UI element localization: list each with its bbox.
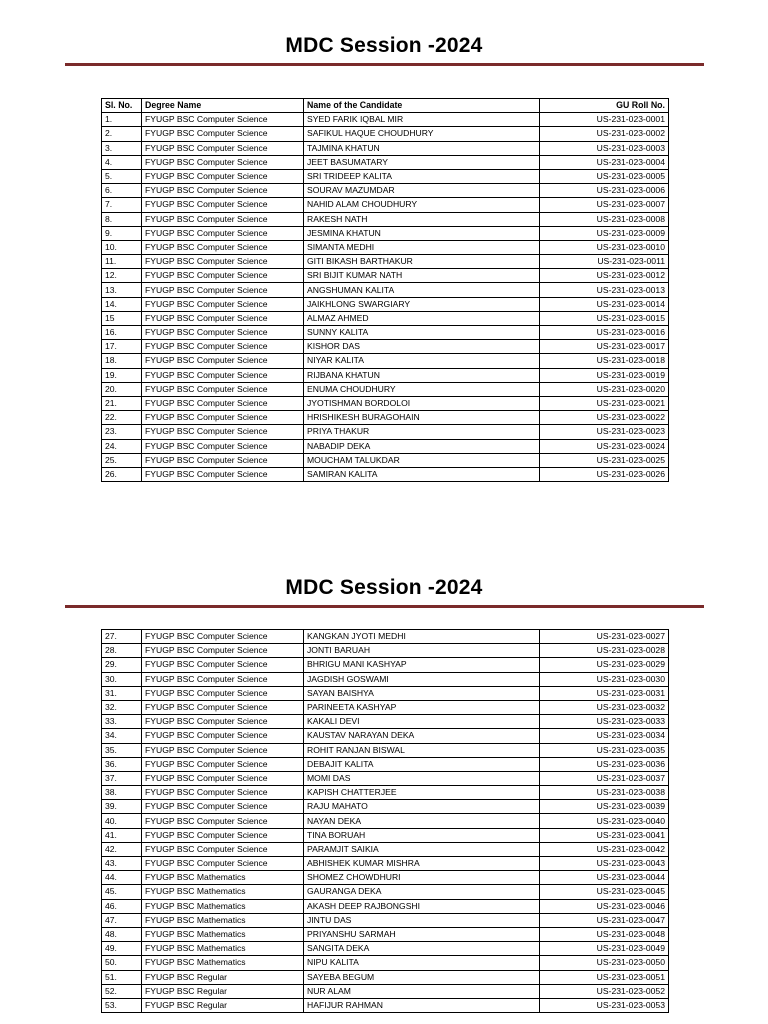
table-row (102, 340, 669, 354)
cell-degree-name: FYUGP BSC Mathematics (142, 942, 304, 956)
cell-gu-roll-no: US-231-023-0006 (540, 184, 669, 198)
cell-degree-name: FYUGP BSC Computer Science (142, 828, 304, 842)
cell-degree-name: FYUGP BSC Computer Science (142, 771, 304, 785)
cell-candidate-name: BHRIGU MANI KASHYAP (304, 658, 540, 672)
cell-degree-name: FYUGP BSC Computer Science (142, 630, 304, 644)
cell-degree-name: FYUGP BSC Regular (142, 998, 304, 1012)
cell-sl-no: 4. (102, 155, 142, 169)
cell-gu-roll-no: US-231-023-0049 (540, 942, 669, 956)
cell-sl-no: 48. (102, 927, 142, 941)
cell-candidate-name: SRI BIJIT KUMAR NATH (304, 269, 540, 283)
cell-candidate-name: SUNNY KALITA (304, 326, 540, 340)
table-row (102, 700, 669, 714)
cell-candidate-name: SAFIKUL HAQUE CHOUDHURY (304, 127, 540, 141)
cell-gu-roll-no: US-231-023-0026 (540, 467, 669, 481)
cell-gu-roll-no: US-231-023-0031 (540, 686, 669, 700)
cell-sl-no: 6. (102, 184, 142, 198)
cell-degree-name: FYUGP BSC Computer Science (142, 453, 304, 467)
cell-candidate-name: ALMAZ AHMED (304, 311, 540, 325)
table-body (102, 630, 669, 1013)
table-row (102, 198, 669, 212)
cell-degree-name: FYUGP BSC Computer Science (142, 814, 304, 828)
cell-gu-roll-no: US-231-023-0007 (540, 198, 669, 212)
table-row (102, 311, 669, 325)
cell-sl-no: 38. (102, 786, 142, 800)
cell-gu-roll-no: US-231-023-0045 (540, 885, 669, 899)
table-row (102, 467, 669, 481)
cell-degree-name: FYUGP BSC Computer Science (142, 644, 304, 658)
cell-candidate-name: NABADIP DEKA (304, 439, 540, 453)
cell-sl-no: 36. (102, 757, 142, 771)
cell-gu-roll-no: US-231-023-0032 (540, 700, 669, 714)
cell-candidate-name: SHOMEZ CHOWDHURI (304, 871, 540, 885)
cell-sl-no: 12. (102, 269, 142, 283)
cell-candidate-name: GITI BIKASH BARTHAKUR (304, 255, 540, 269)
cell-degree-name: FYUGP BSC Computer Science (142, 169, 304, 183)
cell-sl-no: 22. (102, 411, 142, 425)
cell-gu-roll-no: US-231-023-0004 (540, 155, 669, 169)
cell-sl-no: 27. (102, 630, 142, 644)
table-row (102, 354, 669, 368)
cell-gu-roll-no: US-231-023-0037 (540, 771, 669, 785)
cell-sl-no: 10. (102, 240, 142, 254)
cell-gu-roll-no: US-231-023-0018 (540, 354, 669, 368)
cell-candidate-name: JEET BASUMATARY (304, 155, 540, 169)
cell-degree-name: FYUGP BSC Computer Science (142, 340, 304, 354)
candidate-table (101, 629, 669, 1013)
cell-sl-no: 53. (102, 998, 142, 1012)
cell-degree-name: FYUGP BSC Computer Science (142, 297, 304, 311)
cell-gu-roll-no: US-231-023-0038 (540, 786, 669, 800)
cell-candidate-name: GAURANGA DEKA (304, 885, 540, 899)
table-row (102, 729, 669, 743)
cell-sl-no: 42. (102, 842, 142, 856)
table-row (102, 368, 669, 382)
table-row (102, 885, 669, 899)
cell-degree-name: FYUGP BSC Mathematics (142, 927, 304, 941)
table-row (102, 212, 669, 226)
cell-degree-name: FYUGP BSC Computer Science (142, 212, 304, 226)
cell-sl-no: 3. (102, 141, 142, 155)
table-row (102, 899, 669, 913)
table-row (102, 382, 669, 396)
cell-gu-roll-no: US-231-023-0015 (540, 311, 669, 325)
cell-degree-name: FYUGP BSC Computer Science (142, 467, 304, 481)
cell-sl-no: 7. (102, 198, 142, 212)
table-row (102, 771, 669, 785)
cell-candidate-name: AKASH DEEP RAJBONGSHI (304, 899, 540, 913)
cell-sl-no: 9. (102, 226, 142, 240)
cell-candidate-name: ENUMA CHOUDHURY (304, 382, 540, 396)
cell-candidate-name: ABHISHEK KUMAR MISHRA (304, 857, 540, 871)
cell-degree-name: FYUGP BSC Computer Science (142, 198, 304, 212)
cell-candidate-name: MOMI DAS (304, 771, 540, 785)
cell-sl-no: 34. (102, 729, 142, 743)
cell-gu-roll-no: US-231-023-0022 (540, 411, 669, 425)
cell-sl-no: 44. (102, 871, 142, 885)
cell-gu-roll-no: US-231-023-0053 (540, 998, 669, 1012)
table-row (102, 984, 669, 998)
cell-degree-name: FYUGP BSC Regular (142, 970, 304, 984)
cell-sl-no: 43. (102, 857, 142, 871)
cell-degree-name: FYUGP BSC Computer Science (142, 184, 304, 198)
table-row (102, 326, 669, 340)
cell-sl-no: 32. (102, 700, 142, 714)
table-body (102, 113, 669, 482)
cell-candidate-name: PARAMJIT SAIKIA (304, 842, 540, 856)
table-row (102, 871, 669, 885)
cell-degree-name: FYUGP BSC Computer Science (142, 857, 304, 871)
cell-gu-roll-no: US-231-023-0020 (540, 382, 669, 396)
cell-degree-name: FYUGP BSC Computer Science (142, 141, 304, 155)
cell-degree-name: FYUGP BSC Computer Science (142, 396, 304, 410)
page-2 (0, 560, 768, 1024)
cell-candidate-name: SYED FARIK IQBAL MIR (304, 113, 540, 127)
cell-sl-no: 25. (102, 453, 142, 467)
cell-gu-roll-no: US-231-023-0043 (540, 857, 669, 871)
table-row (102, 439, 669, 453)
table-row (102, 453, 669, 467)
cell-gu-roll-no: US-231-023-0050 (540, 956, 669, 970)
table-row (102, 800, 669, 814)
cell-candidate-name: KAPISH CHATTERJEE (304, 786, 540, 800)
cell-candidate-name: DEBAJIT KALITA (304, 757, 540, 771)
cell-degree-name: FYUGP BSC Computer Science (142, 368, 304, 382)
table-row (102, 240, 669, 254)
table-row (102, 425, 669, 439)
cell-sl-no: 30. (102, 672, 142, 686)
cell-gu-roll-no: US-231-023-0046 (540, 899, 669, 913)
cell-degree-name: FYUGP BSC Computer Science (142, 113, 304, 127)
cell-sl-no: 37. (102, 771, 142, 785)
cell-sl-no: 41. (102, 828, 142, 842)
cell-candidate-name: TINA BORUAH (304, 828, 540, 842)
table-row (102, 226, 669, 240)
cell-candidate-name: HRISHIKESH BURAGOHAIN (304, 411, 540, 425)
cell-gu-roll-no: US-231-023-0025 (540, 453, 669, 467)
cell-candidate-name: SIMANTA MEDHI (304, 240, 540, 254)
cell-candidate-name: PRIYANSHU SARMAH (304, 927, 540, 941)
cell-degree-name: FYUGP BSC Computer Science (142, 686, 304, 700)
cell-gu-roll-no: US-231-023-0019 (540, 368, 669, 382)
cell-gu-roll-no: US-231-023-0029 (540, 658, 669, 672)
cell-gu-roll-no: US-231-023-0042 (540, 842, 669, 856)
column-header-gu-roll-no: GU Roll No. (540, 99, 669, 113)
cell-candidate-name: TAJMINA KHATUN (304, 141, 540, 155)
cell-sl-no: 5. (102, 169, 142, 183)
cell-degree-name: FYUGP BSC Computer Science (142, 155, 304, 169)
cell-degree-name: FYUGP BSC Computer Science (142, 411, 304, 425)
cell-sl-no: 14. (102, 297, 142, 311)
cell-candidate-name: NAHID ALAM CHOUDHURY (304, 198, 540, 212)
cell-degree-name: FYUGP BSC Computer Science (142, 326, 304, 340)
cell-sl-no: 49. (102, 942, 142, 956)
cell-sl-no: 20. (102, 382, 142, 396)
table-row (102, 396, 669, 410)
cell-sl-no: 47. (102, 913, 142, 927)
cell-gu-roll-no: US-231-023-0040 (540, 814, 669, 828)
table-row (102, 842, 669, 856)
cell-degree-name: FYUGP BSC Computer Science (142, 658, 304, 672)
cell-gu-roll-no: US-231-023-0005 (540, 169, 669, 183)
table-row (102, 715, 669, 729)
table-row (102, 913, 669, 927)
table-row (102, 672, 669, 686)
table-row (102, 757, 669, 771)
cell-candidate-name: JINTU DAS (304, 913, 540, 927)
cell-sl-no: 1. (102, 113, 142, 127)
table-row (102, 255, 669, 269)
cell-sl-no: 2. (102, 127, 142, 141)
cell-sl-no: 23. (102, 425, 142, 439)
cell-candidate-name: RIJBANA KHATUN (304, 368, 540, 382)
table-row (102, 169, 669, 183)
cell-candidate-name: SOURAV MAZUMDAR (304, 184, 540, 198)
column-header-candidate-name: Name of the Candidate (304, 99, 540, 113)
cell-gu-roll-no: US-231-023-0003 (540, 141, 669, 155)
cell-degree-name: FYUGP BSC Computer Science (142, 729, 304, 743)
cell-degree-name: FYUGP BSC Computer Science (142, 269, 304, 283)
cell-gu-roll-no: US-231-023-0016 (540, 326, 669, 340)
cell-degree-name: FYUGP BSC Computer Science (142, 311, 304, 325)
cell-sl-no: 18. (102, 354, 142, 368)
cell-degree-name: FYUGP BSC Computer Science (142, 842, 304, 856)
cell-degree-name: FYUGP BSC Computer Science (142, 226, 304, 240)
cell-sl-no: 19. (102, 368, 142, 382)
cell-candidate-name: NIYAR KALITA (304, 354, 540, 368)
cell-sl-no: 28. (102, 644, 142, 658)
cell-gu-roll-no: US-231-023-0008 (540, 212, 669, 226)
cell-candidate-name: HAFIJUR RAHMAN (304, 998, 540, 1012)
cell-candidate-name: ANGSHUMAN KALITA (304, 283, 540, 297)
cell-degree-name: FYUGP BSC Computer Science (142, 425, 304, 439)
cell-degree-name: FYUGP BSC Computer Science (142, 255, 304, 269)
cell-gu-roll-no: US-231-023-0034 (540, 729, 669, 743)
table-row (102, 283, 669, 297)
cell-gu-roll-no: US-231-023-0030 (540, 672, 669, 686)
cell-candidate-name: NAYAN DEKA (304, 814, 540, 828)
cell-candidate-name: SAYEBA BEGUM (304, 970, 540, 984)
cell-gu-roll-no: US-231-023-0052 (540, 984, 669, 998)
table-row (102, 658, 669, 672)
column-header-degree-name: Degree Name (142, 99, 304, 113)
cell-candidate-name: JAIKHLONG SWARGIARY (304, 297, 540, 311)
cell-candidate-name: KAUSTAV NARAYAN DEKA (304, 729, 540, 743)
cell-candidate-name: NUR ALAM (304, 984, 540, 998)
cell-gu-roll-no: US-231-023-0028 (540, 644, 669, 658)
table-row (102, 942, 669, 956)
title-divider (65, 63, 704, 66)
cell-sl-no: 24. (102, 439, 142, 453)
cell-gu-roll-no: US-231-023-0044 (540, 871, 669, 885)
cell-sl-no: 11. (102, 255, 142, 269)
cell-gu-roll-no: US-231-023-0047 (540, 913, 669, 927)
cell-degree-name: FYUGP BSC Mathematics (142, 899, 304, 913)
cell-degree-name: FYUGP BSC Computer Science (142, 382, 304, 396)
cell-candidate-name: SAMIRAN KALITA (304, 467, 540, 481)
table-row (102, 113, 669, 127)
cell-gu-roll-no: US-231-023-0027 (540, 630, 669, 644)
cell-candidate-name: JESMINA KHATUN (304, 226, 540, 240)
cell-degree-name: FYUGP BSC Computer Science (142, 743, 304, 757)
cell-sl-no: 33. (102, 715, 142, 729)
table-row (102, 686, 669, 700)
table-row (102, 155, 669, 169)
cell-sl-no: 15 (102, 311, 142, 325)
cell-degree-name: FYUGP BSC Computer Science (142, 127, 304, 141)
cell-gu-roll-no: US-231-023-0023 (540, 425, 669, 439)
cell-sl-no: 51. (102, 970, 142, 984)
table-row (102, 814, 669, 828)
cell-degree-name: FYUGP BSC Mathematics (142, 956, 304, 970)
cell-degree-name: FYUGP BSC Regular (142, 984, 304, 998)
cell-gu-roll-no: US-231-023-0010 (540, 240, 669, 254)
cell-sl-no: 29. (102, 658, 142, 672)
table-row (102, 411, 669, 425)
table-row (102, 857, 669, 871)
cell-sl-no: 39. (102, 800, 142, 814)
cell-candidate-name: RAKESH NATH (304, 212, 540, 226)
page-title: MDC Session -2024 (285, 576, 483, 599)
cell-candidate-name: KAKALI DEVI (304, 715, 540, 729)
cell-gu-roll-no: US-231-023-0036 (540, 757, 669, 771)
cell-degree-name: FYUGP BSC Computer Science (142, 354, 304, 368)
table-row (102, 956, 669, 970)
cell-degree-name: FYUGP BSC Computer Science (142, 672, 304, 686)
cell-sl-no: 8. (102, 212, 142, 226)
table-row (102, 127, 669, 141)
cell-gu-roll-no: US-231-023-0011 (540, 255, 669, 269)
cell-sl-no: 31. (102, 686, 142, 700)
cell-sl-no: 35. (102, 743, 142, 757)
table-row (102, 998, 669, 1012)
table-row (102, 269, 669, 283)
cell-sl-no: 13. (102, 283, 142, 297)
cell-gu-roll-no: US-231-023-0012 (540, 269, 669, 283)
cell-candidate-name: MOUCHAM TALUKDAR (304, 453, 540, 467)
cell-degree-name: FYUGP BSC Computer Science (142, 439, 304, 453)
cell-candidate-name: NIPU KALITA (304, 956, 540, 970)
cell-degree-name: FYUGP BSC Computer Science (142, 715, 304, 729)
column-header-sl-no: Sl. No. (102, 99, 142, 113)
cell-degree-name: FYUGP BSC Mathematics (142, 885, 304, 899)
cell-gu-roll-no: US-231-023-0021 (540, 396, 669, 410)
table-row (102, 927, 669, 941)
cell-gu-roll-no: US-231-023-0041 (540, 828, 669, 842)
cell-candidate-name: KISHOR DAS (304, 340, 540, 354)
cell-degree-name: FYUGP BSC Computer Science (142, 700, 304, 714)
cell-gu-roll-no: US-231-023-0014 (540, 297, 669, 311)
table-row (102, 828, 669, 842)
table-header-row (102, 99, 669, 113)
table-row (102, 630, 669, 644)
candidate-table (101, 98, 669, 482)
cell-sl-no: 52. (102, 984, 142, 998)
table-row (102, 297, 669, 311)
cell-sl-no: 21. (102, 396, 142, 410)
cell-sl-no: 50. (102, 956, 142, 970)
cell-sl-no: 17. (102, 340, 142, 354)
cell-candidate-name: SANGITA DEKA (304, 942, 540, 956)
cell-sl-no: 40. (102, 814, 142, 828)
cell-degree-name: FYUGP BSC Mathematics (142, 913, 304, 927)
cell-candidate-name: JAGDISH GOSWAMI (304, 672, 540, 686)
table-row (102, 184, 669, 198)
cell-candidate-name: RAJU MAHATO (304, 800, 540, 814)
cell-candidate-name: SAYAN BAISHYA (304, 686, 540, 700)
cell-degree-name: FYUGP BSC Computer Science (142, 240, 304, 254)
cell-degree-name: FYUGP BSC Computer Science (142, 786, 304, 800)
cell-sl-no: 45. (102, 885, 142, 899)
cell-sl-no: 26. (102, 467, 142, 481)
cell-gu-roll-no: US-231-023-0035 (540, 743, 669, 757)
cell-candidate-name: ROHIT RANJAN BISWAL (304, 743, 540, 757)
cell-gu-roll-no: US-231-023-0001 (540, 113, 669, 127)
table-row (102, 644, 669, 658)
cell-degree-name: FYUGP BSC Computer Science (142, 757, 304, 771)
table-row (102, 786, 669, 800)
cell-degree-name: FYUGP BSC Computer Science (142, 283, 304, 297)
cell-candidate-name: PRIYA THAKUR (304, 425, 540, 439)
cell-gu-roll-no: US-231-023-0051 (540, 970, 669, 984)
title-divider (65, 605, 704, 608)
cell-gu-roll-no: US-231-023-0033 (540, 715, 669, 729)
cell-gu-roll-no: US-231-023-0017 (540, 340, 669, 354)
cell-candidate-name: JONTI BARUAH (304, 644, 540, 658)
cell-sl-no: 46. (102, 899, 142, 913)
cell-candidate-name: SRI TRIDEEP KALITA (304, 169, 540, 183)
cell-gu-roll-no: US-231-023-0024 (540, 439, 669, 453)
page-title: MDC Session -2024 (285, 34, 483, 57)
cell-gu-roll-no: US-231-023-0002 (540, 127, 669, 141)
cell-candidate-name: JYOTISHMAN BORDOLOI (304, 396, 540, 410)
table-row (102, 743, 669, 757)
cell-sl-no: 16. (102, 326, 142, 340)
cell-candidate-name: KANGKAN JYOTI MEDHI (304, 630, 540, 644)
cell-gu-roll-no: US-231-023-0039 (540, 800, 669, 814)
table-row (102, 970, 669, 984)
cell-gu-roll-no: US-231-023-0009 (540, 226, 669, 240)
cell-degree-name: FYUGP BSC Computer Science (142, 800, 304, 814)
cell-degree-name: FYUGP BSC Mathematics (142, 871, 304, 885)
cell-candidate-name: PARINEETA KASHYAP (304, 700, 540, 714)
table-row (102, 141, 669, 155)
cell-gu-roll-no: US-231-023-0013 (540, 283, 669, 297)
cell-gu-roll-no: US-231-023-0048 (540, 927, 669, 941)
